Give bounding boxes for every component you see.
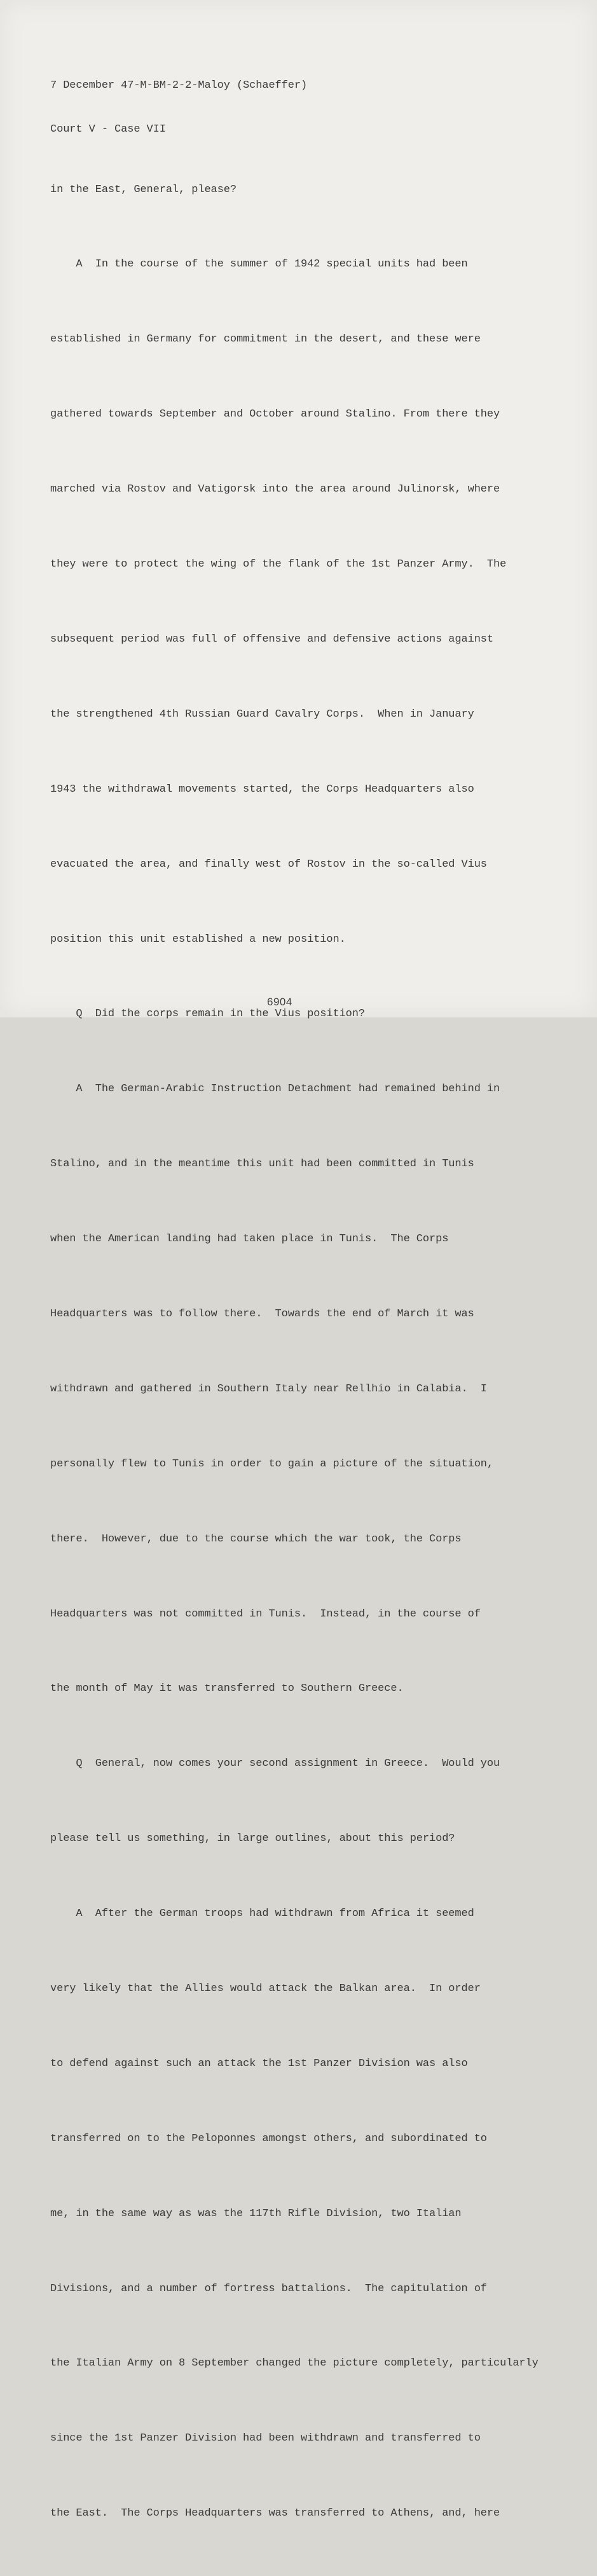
transcript-line: please tell us something, in large outlines, about this period? [50,1833,455,1845]
header-court-case: Court V - Case VII [50,123,166,135]
transcript-line: me, in the same way as was the 117th Rifle Division, two Italian [50,2207,462,2220]
transcript-line: Headquarters was not committed in Tunis. Instead, in the course of [50,1608,481,1620]
transcript-line: when the American landing had taken place in Tunis. The Corps [50,1233,449,1246]
transcript-line: Divisions, and a number of fortress battalions. The capitulation of [50,2282,487,2295]
transcript-line: the East. The Corps Headquarters was transferred to Athens, and, here [50,2507,500,2520]
transcript-line: Q Did the corps remain in the Vius position? [50,1008,365,1021]
transcript-line: marched via Rostov and Vatigorsk into the area around Julinorsk, where [50,483,500,496]
transcript-line: withdrawn and gathered in Southern Italy near Rellhio in Calabia. I [50,1382,487,1395]
transcript-line: transferred on to the Peloponnes amongst others, and subordinated to [50,2132,487,2145]
transcript-line: evacuated the area, and finally west of Rostov in the so-called Vius [50,858,487,871]
transcript-line: the Italian Army on 8 September changed the picture completely, particularly [50,2357,539,2370]
transcript-line: since the 1st Panzer Division had been withdrawn and transferred to [50,2432,481,2445]
transcript-line: 1943 the withdrawal movements started, the Corps Headquarters also [50,783,474,796]
transcript-line: the month of May it was transferred to Southern Greece. [50,1683,404,1695]
transcript-line: Stalino, and in the meantime this unit had been committed in Tunis [50,1158,474,1171]
transcript-line: A In the course of the summer of 1942 special units had been [50,258,468,271]
transcript-line: in the East, General, please? [50,183,237,196]
transcript-line: there. However, due to the course which the war took, the Corps [50,1533,462,1545]
transcript-line: they were to protect the wing of the flank of the 1st Panzer Army. The [50,558,507,571]
transcript-line: Headquarters was to follow there. Towards the end of March it was [50,1307,474,1320]
transcript-line: to defend against such an attack the 1st Panzer Division was also [50,2057,468,2070]
transcript-line: subsequent period was full of offensive and defensive actions against [50,633,494,645]
transcript-line: Q General, now comes your second assignment in Greece. Would you [50,1758,500,1770]
transcript-line: very likely that the Allies would attack the Balkan area. In order [50,1982,481,1995]
transcript-line: personally flew to Tunis in order to gain a picture of the situation, [50,1457,494,1470]
transcript-line: A The German-Arabic Instruction Detachment had remained behind in [50,1083,500,1096]
transcript-body [50,127,539,2576]
transcript-line: position this unit established a new position. [50,933,346,946]
transcript-line: the strengthened 4th Russian Guard Cavalry Corps. When in January [50,708,474,720]
page-number: 6904 [267,996,292,1008]
header-date-reference: 7 December 47-M-BM-2-2-Maloy (Schaeffer) [50,79,308,92]
transcript-line: gathered towards September and October around Stalino. From there they [50,408,500,421]
transcript-line: A After the German troops had withdrawn from Africa it seemed [50,1908,474,1920]
transcript-line: established in Germany for commitment in the desert, and these were [50,333,481,346]
